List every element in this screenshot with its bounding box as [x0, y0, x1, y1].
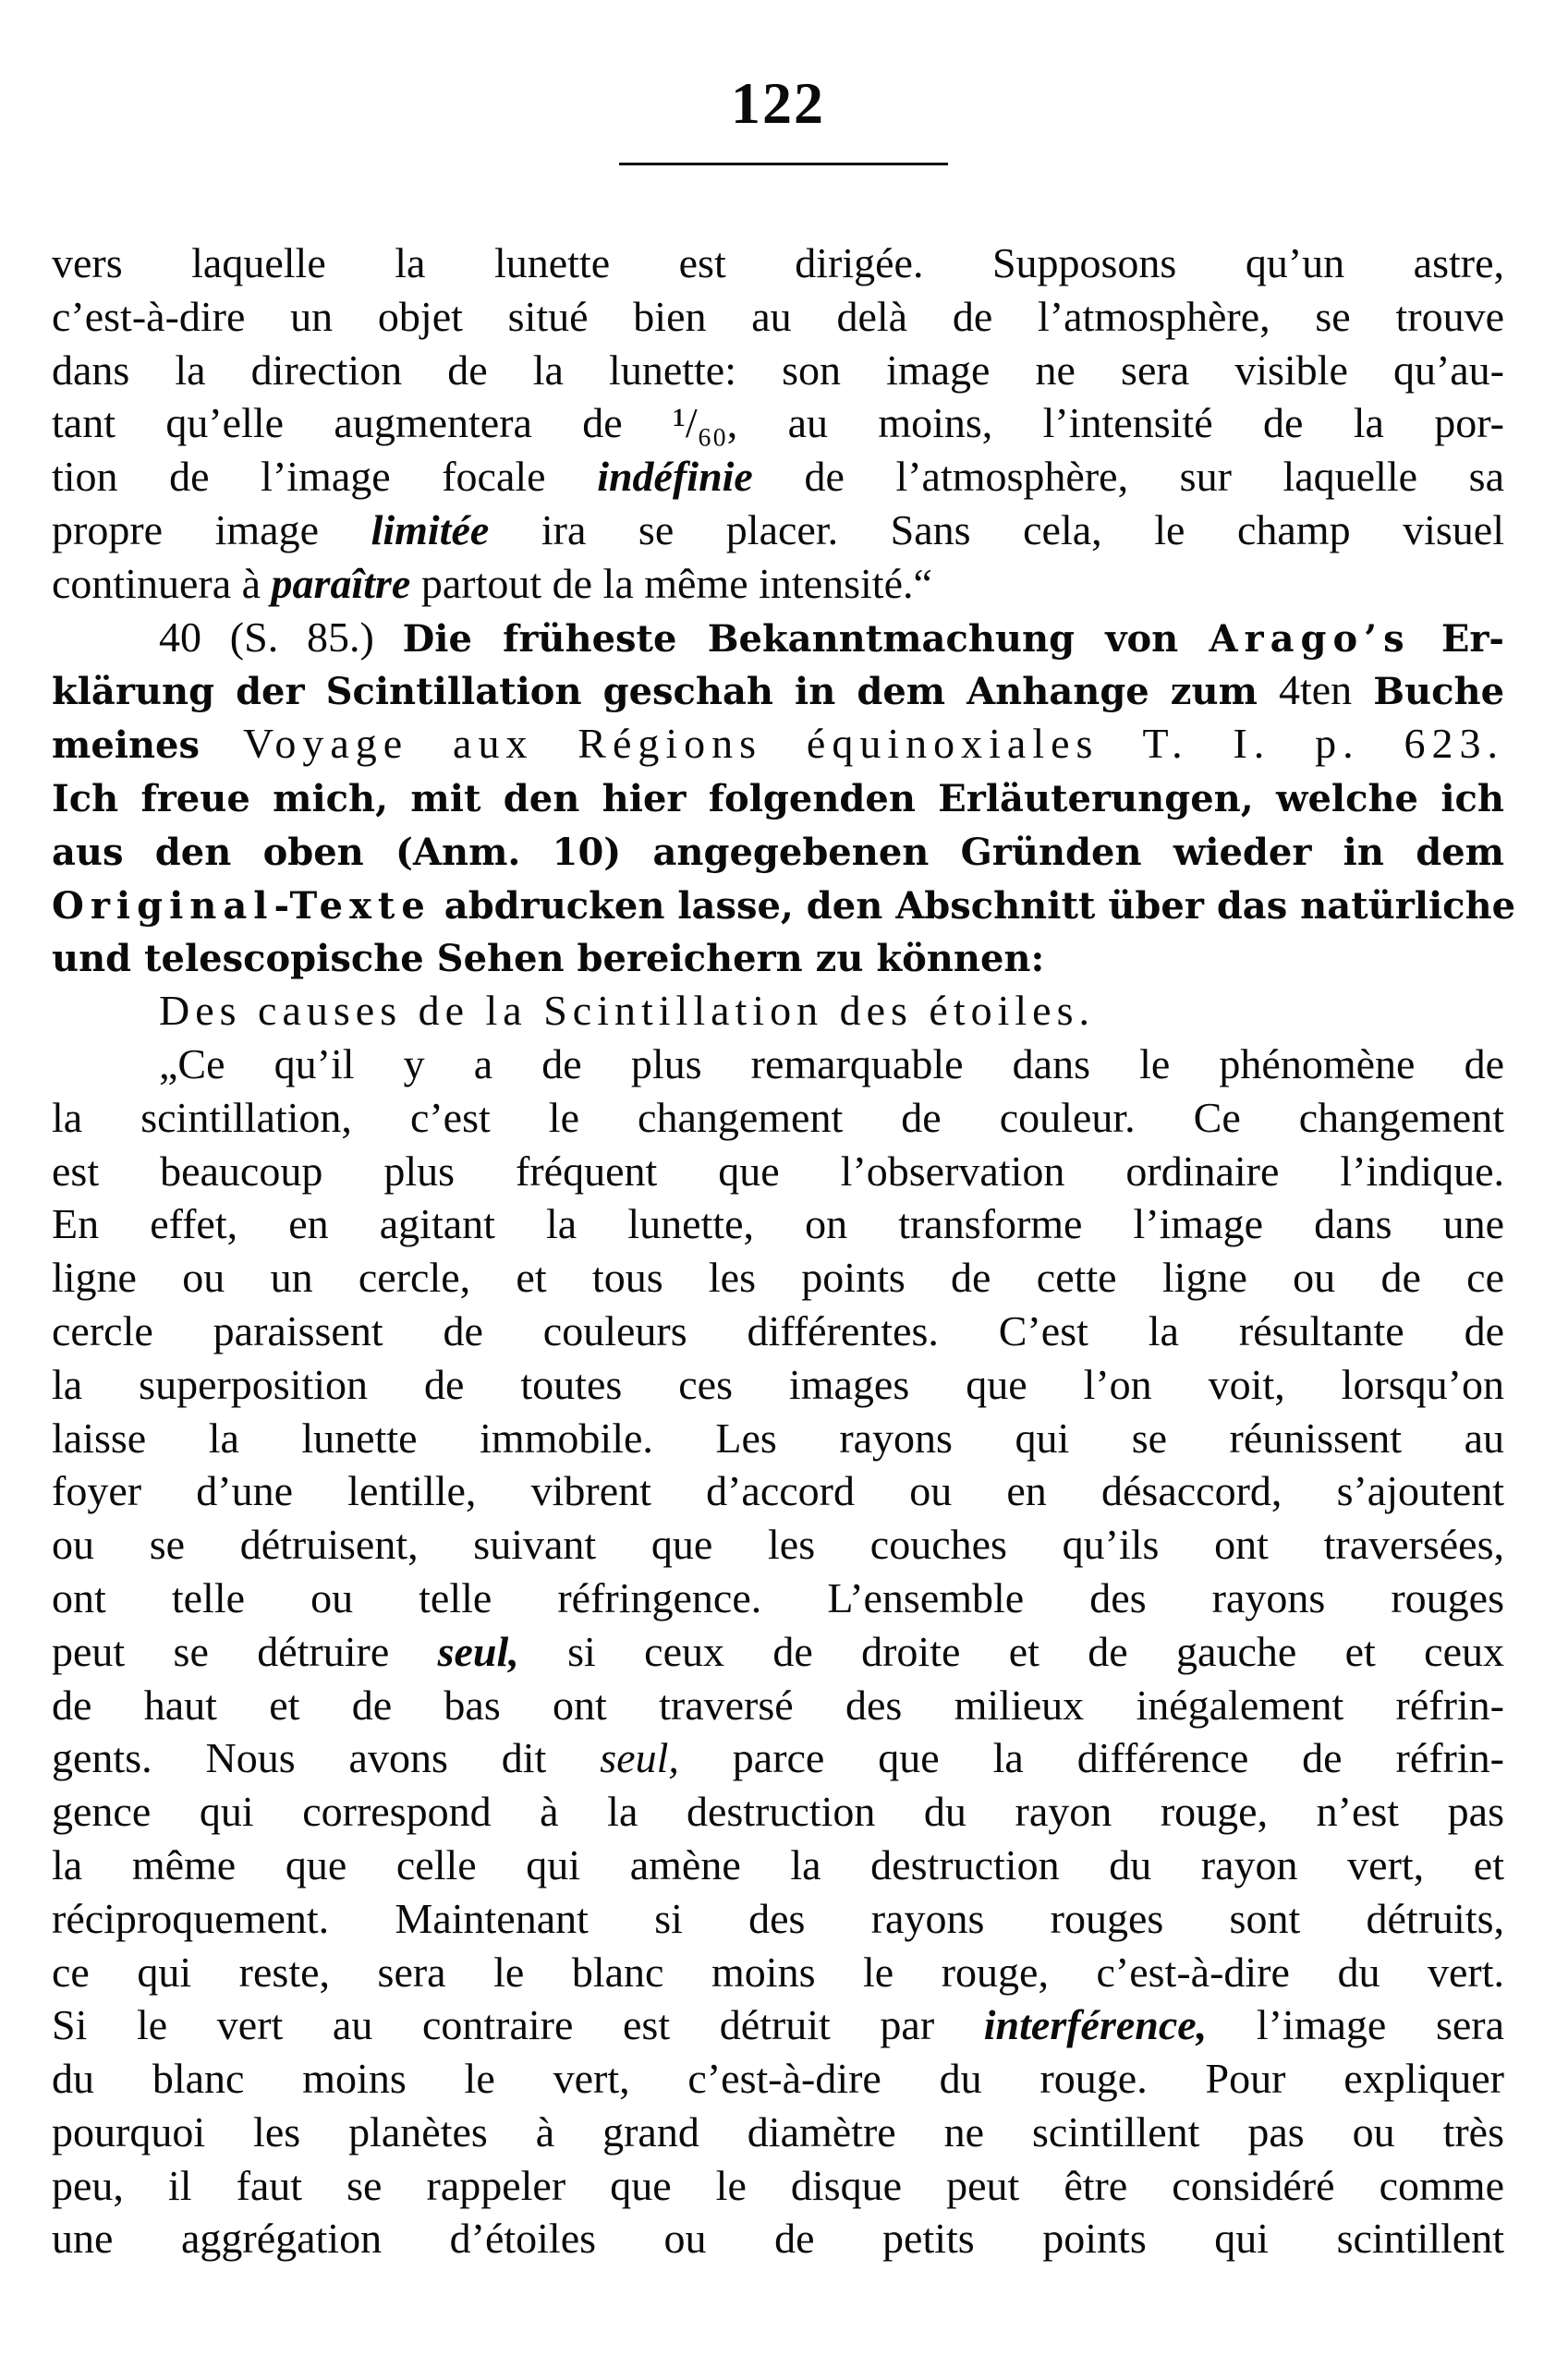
- text-line: [52, 2212, 1504, 2265]
- text-line: [52, 1998, 1504, 2052]
- text-line: [52, 504, 1504, 557]
- text-line: [52, 1625, 1504, 1679]
- text-line: [52, 237, 1504, 290]
- text-segment: En effet, en agitant la lunette, on transforme l’image dans une: [52, 1200, 1504, 1248]
- text-segment: partout de la même intensité.“: [410, 559, 932, 607]
- text-segment: Des causes de la Scintillation des étoiles.: [159, 987, 1095, 1035]
- text-segment: Buche: [1352, 670, 1505, 714]
- text-line: [52, 1946, 1504, 1999]
- text-segment: klärung der Scintillation geschah in dem Anhange zum: [52, 670, 1279, 714]
- text-line: [52, 878, 1516, 931]
- text-segment: ira se placer. Sans cela, le champ visuel: [489, 505, 1504, 553]
- text-line: [52, 1251, 1504, 1305]
- text-segment: Die früheste Bekanntmachung von: [402, 616, 1210, 661]
- header-rule: [619, 163, 948, 165]
- text-line: [52, 771, 1504, 824]
- text-segment: Si le vert au contraire est détruit par: [52, 2001, 984, 2049]
- text-line: [52, 611, 1504, 664]
- text-line: [52, 1839, 1504, 1892]
- text-line: [52, 717, 1504, 771]
- text-segment: seul,: [437, 1627, 519, 1675]
- text-segment: c’est-à-dire un objet situé bien au delà de l’atmosphère, se trouve: [52, 292, 1504, 340]
- text-segment: l’image sera: [1207, 2001, 1504, 2049]
- section-heading: [52, 984, 1504, 1038]
- page-number: 122: [731, 70, 825, 136]
- text-segment: peu, il faut se rappeler que le disque peut être considéré comme: [52, 2161, 1504, 2209]
- text-segment: 40 (S. 85.): [159, 613, 403, 661]
- text-line: [52, 1358, 1504, 1412]
- text-line: [52, 1091, 1504, 1145]
- text-segment: abdrucken lasse, den Abschnitt über das natürliche: [431, 883, 1516, 928]
- text-line: [52, 1572, 1504, 1625]
- text-segment: meines: [52, 723, 201, 768]
- text-line: [52, 1679, 1504, 1732]
- text-line: [52, 1518, 1504, 1572]
- text-line: [52, 1464, 1504, 1518]
- text-segment: ligne ou un cercle, et tous les points de cette ligne ou de ce: [52, 1254, 1504, 1302]
- text-segment: Voyage aux Régions équinoxiales T. I. p. 623.: [200, 720, 1504, 768]
- text-line: [52, 930, 1504, 984]
- text-segment: paraître: [271, 559, 411, 607]
- body-text: [52, 237, 1516, 2265]
- text-line: [52, 1145, 1504, 1198]
- text-line: [52, 824, 1504, 878]
- text-segment: 4ten: [1278, 666, 1353, 714]
- text-segment: Ich freue mich, mit den hier folgenden Erläuterungen, welche ich: [52, 776, 1504, 820]
- text-line: [52, 396, 1504, 450]
- text-segment: parce que la différence de réfrin-: [678, 1734, 1504, 1782]
- text-segment: ce qui reste, sera le blanc moins le rouge, c’est-à-dire du vert.: [52, 1948, 1504, 1996]
- text-line: [52, 1412, 1504, 1465]
- text-line: [52, 1731, 1504, 1785]
- text-segment: laisse la lunette immobile. Les rayons qui se réunissent au: [52, 1414, 1504, 1462]
- text-segment: pourquoi les planètes à grand diamètre ne scintillent pas ou très: [52, 2107, 1504, 2155]
- text-line: [52, 1197, 1504, 1251]
- text-segment: ont telle ou telle réfringence. L’ensemble des rayons rouges: [52, 1573, 1504, 1621]
- text-segment: vers laquelle la lunette est dirigée. Supposons qu’un astre,: [52, 239, 1504, 286]
- text-segment: une aggrégation d’étoiles ou de petits points qui scintillent: [52, 2215, 1504, 2263]
- text-segment: interférence,: [983, 2001, 1208, 2049]
- text-segment: cercle paraissent de couleurs différentes. C’est la résultante de: [52, 1306, 1504, 1354]
- text-segment: foyer d’une lentille, vibrent d’accord ou en désaccord, s’ajoutent: [52, 1467, 1504, 1515]
- text-segment: indéfinie: [597, 453, 753, 501]
- text-segment: Er-: [1410, 616, 1504, 661]
- text-line: [52, 344, 1504, 397]
- text-segment: la superposition de toutes ces images que l’on voit, lorsqu’on: [52, 1360, 1504, 1408]
- text-line: [52, 290, 1504, 344]
- text-line: [52, 2159, 1504, 2213]
- text-line: [52, 1305, 1504, 1358]
- text-segment: continuera à: [52, 559, 272, 607]
- text-segment: dans la direction de la lunette: son image ne sera visible qu’au-: [52, 346, 1504, 394]
- text-segment: Arago’s: [1209, 616, 1411, 661]
- text-segment: tion de l’image focale: [52, 453, 598, 501]
- text-segment: la même que celle qui amène la destruction du rayon vert, et: [52, 1840, 1504, 1888]
- text-line: [52, 663, 1504, 717]
- text-segment: und telescopische Sehen bereichern zu können:: [52, 937, 1045, 981]
- text-segment: „Ce qu’il y a de plus remarquable dans le phénomène de: [159, 1039, 1504, 1087]
- text-line: [52, 1038, 1504, 1091]
- text-segment: propre image: [52, 505, 371, 553]
- text-segment: peut se détruire: [52, 1627, 438, 1675]
- text-segment: seul,: [600, 1734, 679, 1782]
- text-segment: si ceux de droite et de gauche et ceux: [518, 1627, 1505, 1675]
- text-segment: réciproquement. Maintenant si des rayons rouges sont détruits,: [52, 1894, 1504, 1942]
- text-line: [52, 1785, 1504, 1839]
- text-line: [52, 2052, 1504, 2106]
- text-segment: la scintillation, c’est le changement de couleur. Ce changement: [52, 1093, 1504, 1141]
- text-segment: est beaucoup plus fréquent que l’observation ordinaire l’indique.: [52, 1147, 1504, 1195]
- text-segment: de l’atmosphère, sur laquelle sa: [752, 453, 1504, 501]
- text-segment: Original-Texte: [52, 883, 432, 928]
- text-segment: aus den oben (Anm. 10) angegebenen Gründen wieder in dem: [52, 830, 1504, 874]
- text-segment: gence qui correspond à la destruction du rayon rouge, n’est pas: [52, 1788, 1504, 1836]
- text-line: [52, 450, 1504, 504]
- text-segment: de haut et de bas ont traversé des milieux inégalement réfrin-: [52, 1681, 1504, 1729]
- text-segment: limitée: [371, 505, 490, 553]
- text-line: [52, 1892, 1504, 1946]
- text-segment: tant qu’elle augmentera de ¹/₆₀, au moins, l’intensité de la por-: [52, 399, 1504, 447]
- text-segment: gents. Nous avons dit: [52, 1734, 601, 1782]
- text-segment: du blanc moins le vert, c’est-à-dire du rouge. Pour expliquer: [52, 2055, 1504, 2103]
- text-segment: ou se détruisent, suivant que les couches qu’ils ont traversées,: [52, 1521, 1504, 1569]
- text-line: [52, 2106, 1504, 2159]
- text-line: [52, 557, 1504, 611]
